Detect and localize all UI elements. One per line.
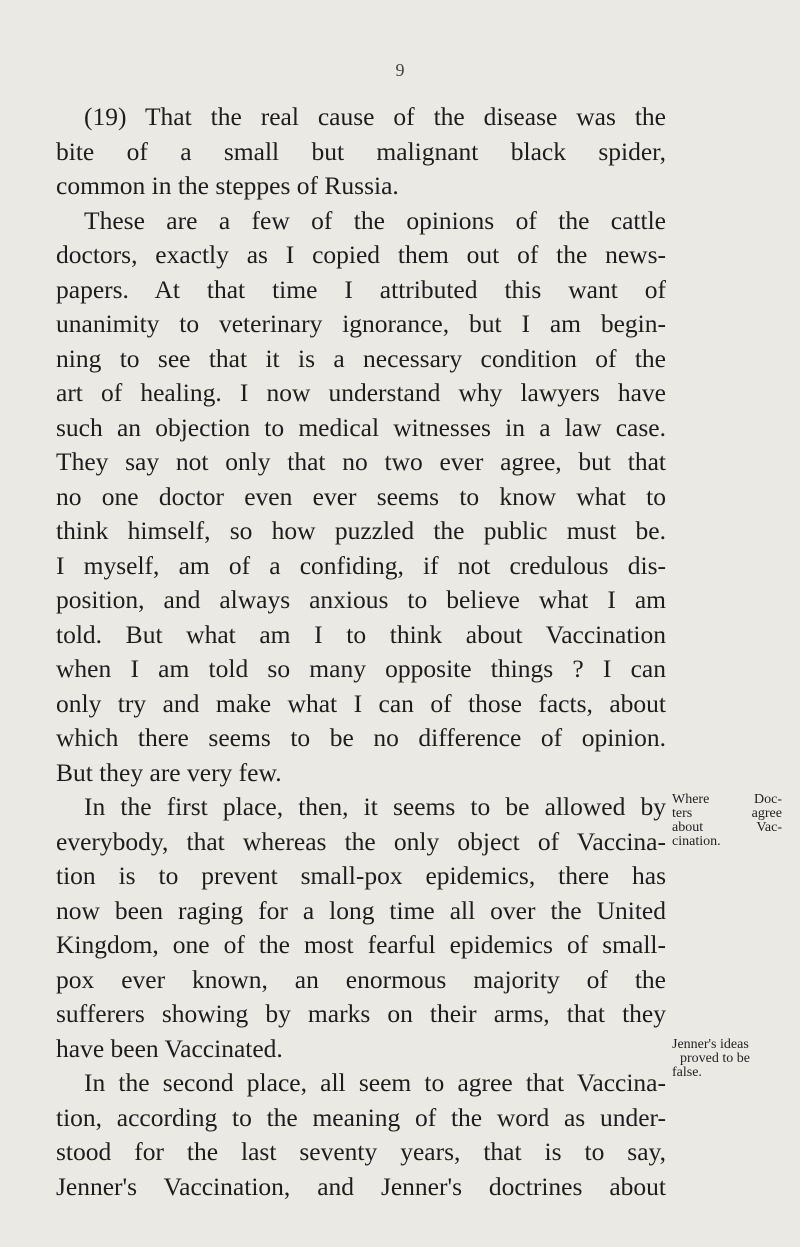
text-line: Jenner's Vaccination, and Jenner's doctrines about xyxy=(56,1171,666,1201)
text-line: They say not only that no two ever agree, but that xyxy=(56,447,666,476)
side-note-line: Where Doc- xyxy=(672,792,782,807)
side-note-line: false. xyxy=(672,1065,702,1080)
text-line: told. But what am I to think about Vaccination xyxy=(56,619,666,649)
text-line: ning to see that it is a necessary condition of the xyxy=(56,343,666,373)
text-line: now been raging for a long time all over the United xyxy=(56,895,666,925)
side-note-line: Jenner's ideas xyxy=(672,1037,749,1052)
text-line: These are a few of the opinions of the cattle xyxy=(84,205,666,235)
text-line: sufferers showing by marks on their arms, that they xyxy=(56,999,666,1028)
text-line: only try and make what I can of those facts, about xyxy=(56,688,666,718)
text-line: bite of a small but malignant black spider, xyxy=(56,136,666,166)
body-text xyxy=(56,100,666,1204)
text-line: when I am told so many opposite things ? I can xyxy=(56,654,666,683)
text-line: But they are very few. xyxy=(56,757,282,787)
side-note-line: about Vac- xyxy=(672,820,782,835)
side-note-doctors-agree xyxy=(672,793,782,849)
text-line: tion is to prevent small-pox epidemics, there has xyxy=(56,861,666,890)
text-line: art of healing. I now understand why lawyers have xyxy=(56,378,666,407)
text-line: have been Vaccinated. xyxy=(56,1033,283,1063)
text-line: unanimity to veterinary ignorance, but I am begin- xyxy=(56,309,666,338)
side-note-line: proved to be xyxy=(680,1051,750,1066)
text-line: doctors, exactly as I copied them out of the news- xyxy=(56,240,666,269)
text-line: I myself, am of a confiding, if not credulous dis- xyxy=(56,550,666,580)
text-line: common in the steppes of Russia. xyxy=(56,171,399,200)
text-line: which there seems to be no difference of opinion. xyxy=(56,723,666,752)
text-line: position, and always anxious to believe what I am xyxy=(56,585,666,614)
text-line: think himself, so how puzzled the public must be. xyxy=(56,516,666,545)
text-line: such an objection to medical witnesses in a law case. xyxy=(56,412,666,442)
side-note-jenner-ideas xyxy=(672,1038,782,1080)
side-note-line: ters agree xyxy=(672,806,782,821)
text-line: Kingdom, one of the most fearful epidemics of small- xyxy=(56,930,666,959)
text-line: everybody, that whereas the only object of Vaccina- xyxy=(56,826,666,856)
text-line: (19) That the real cause of the disease was the xyxy=(84,102,666,131)
text-line: pox ever known, an enormous majority of the xyxy=(56,964,666,994)
side-note-line: cination. xyxy=(672,834,721,849)
page-number: 9 xyxy=(395,60,405,80)
text-line: no one doctor even ever seems to know what to xyxy=(56,481,666,511)
text-line: papers. At that time I attributed this want of xyxy=(56,274,666,304)
text-line: tion, according to the meaning of the word as under- xyxy=(56,1102,666,1132)
text-line: stood for the last seventy years, that is to say, xyxy=(56,1137,666,1166)
text-line: In the first place, then, it seems to be allowed by xyxy=(84,792,666,821)
text-line: In the second place, all seem to agree that Vaccina- xyxy=(84,1068,666,1097)
